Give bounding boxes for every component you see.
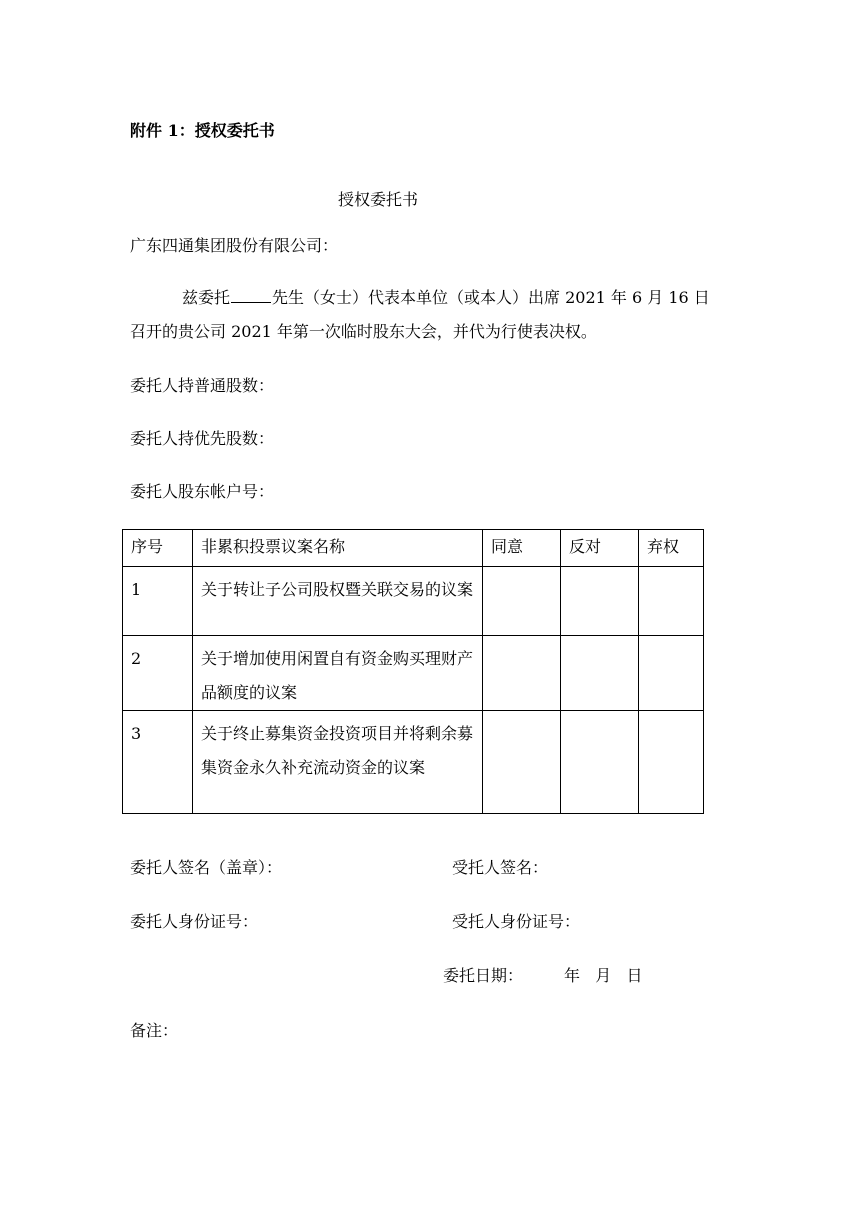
oppose-cell[interactable] (561, 567, 639, 636)
proposal-name: 关于增加使用闲置自有资金购买理财产品额度的议案 (193, 636, 483, 711)
proposal-name: 关于转让子公司股权暨关联交易的议案 (193, 567, 483, 636)
table-row (123, 711, 704, 814)
voting-table (122, 529, 704, 814)
document-title: 授权委托书 (338, 190, 419, 209)
row-number: 1 (123, 567, 193, 636)
row-number: 3 (123, 711, 193, 814)
body-line-1-rest: 先生（女士）代表本单位（或本人）出席 2021 年 6 月 16 日 (272, 288, 710, 307)
body-prefix: 兹委托 (182, 288, 231, 307)
body-line-1 (182, 288, 710, 308)
date-label: 委托日期： (443, 966, 524, 985)
agree-cell[interactable] (483, 567, 561, 636)
header-cell-proposal: 非累积投票议案名称 (193, 530, 483, 567)
body-line-2: 召开的贵公司 2021 年第一次临时股东大会，并代为行使表决权。 (130, 322, 597, 341)
abstain-cell[interactable] (639, 636, 704, 711)
principal-signature-field: 委托人签名（盖章）： (130, 858, 283, 877)
header-cell-agree: 同意 (483, 530, 561, 567)
table-row (123, 567, 704, 636)
header-cell-oppose: 反对 (561, 530, 639, 567)
agree-cell[interactable] (483, 636, 561, 711)
common-shares-field: 委托人持普通股数： (130, 376, 275, 395)
preferred-shares-field: 委托人持优先股数： (130, 429, 275, 448)
abstain-cell[interactable] (639, 711, 704, 814)
abstain-cell[interactable] (639, 567, 704, 636)
attachment-title: 附件 1：授权委托书 (130, 121, 275, 140)
date-units: 年 月 日 (564, 966, 643, 985)
proposal-name: 关于终止募集资金投资项目并将剩余募集资金永久补充流动资金的议案 (193, 711, 483, 814)
header-cell-abstain: 弃权 (639, 530, 704, 567)
oppose-cell[interactable] (561, 636, 639, 711)
addressee: 广东四通集团股份有限公司： (130, 236, 339, 255)
account-number-field: 委托人股东帐户号： (130, 482, 275, 501)
row-number: 2 (123, 636, 193, 711)
table-header-row (123, 530, 704, 567)
oppose-cell[interactable] (561, 711, 639, 814)
table-row (123, 636, 704, 711)
header-cell-number: 序号 (123, 530, 193, 567)
remarks-label: 备注： (130, 1021, 179, 1040)
agree-cell[interactable] (483, 711, 561, 814)
agent-signature-field: 受托人签名： (452, 858, 549, 877)
agent-id-field: 受托人身份证号： (452, 912, 581, 931)
proxy-name-blank (231, 288, 271, 303)
principal-id-field: 委托人身份证号： (130, 912, 259, 931)
